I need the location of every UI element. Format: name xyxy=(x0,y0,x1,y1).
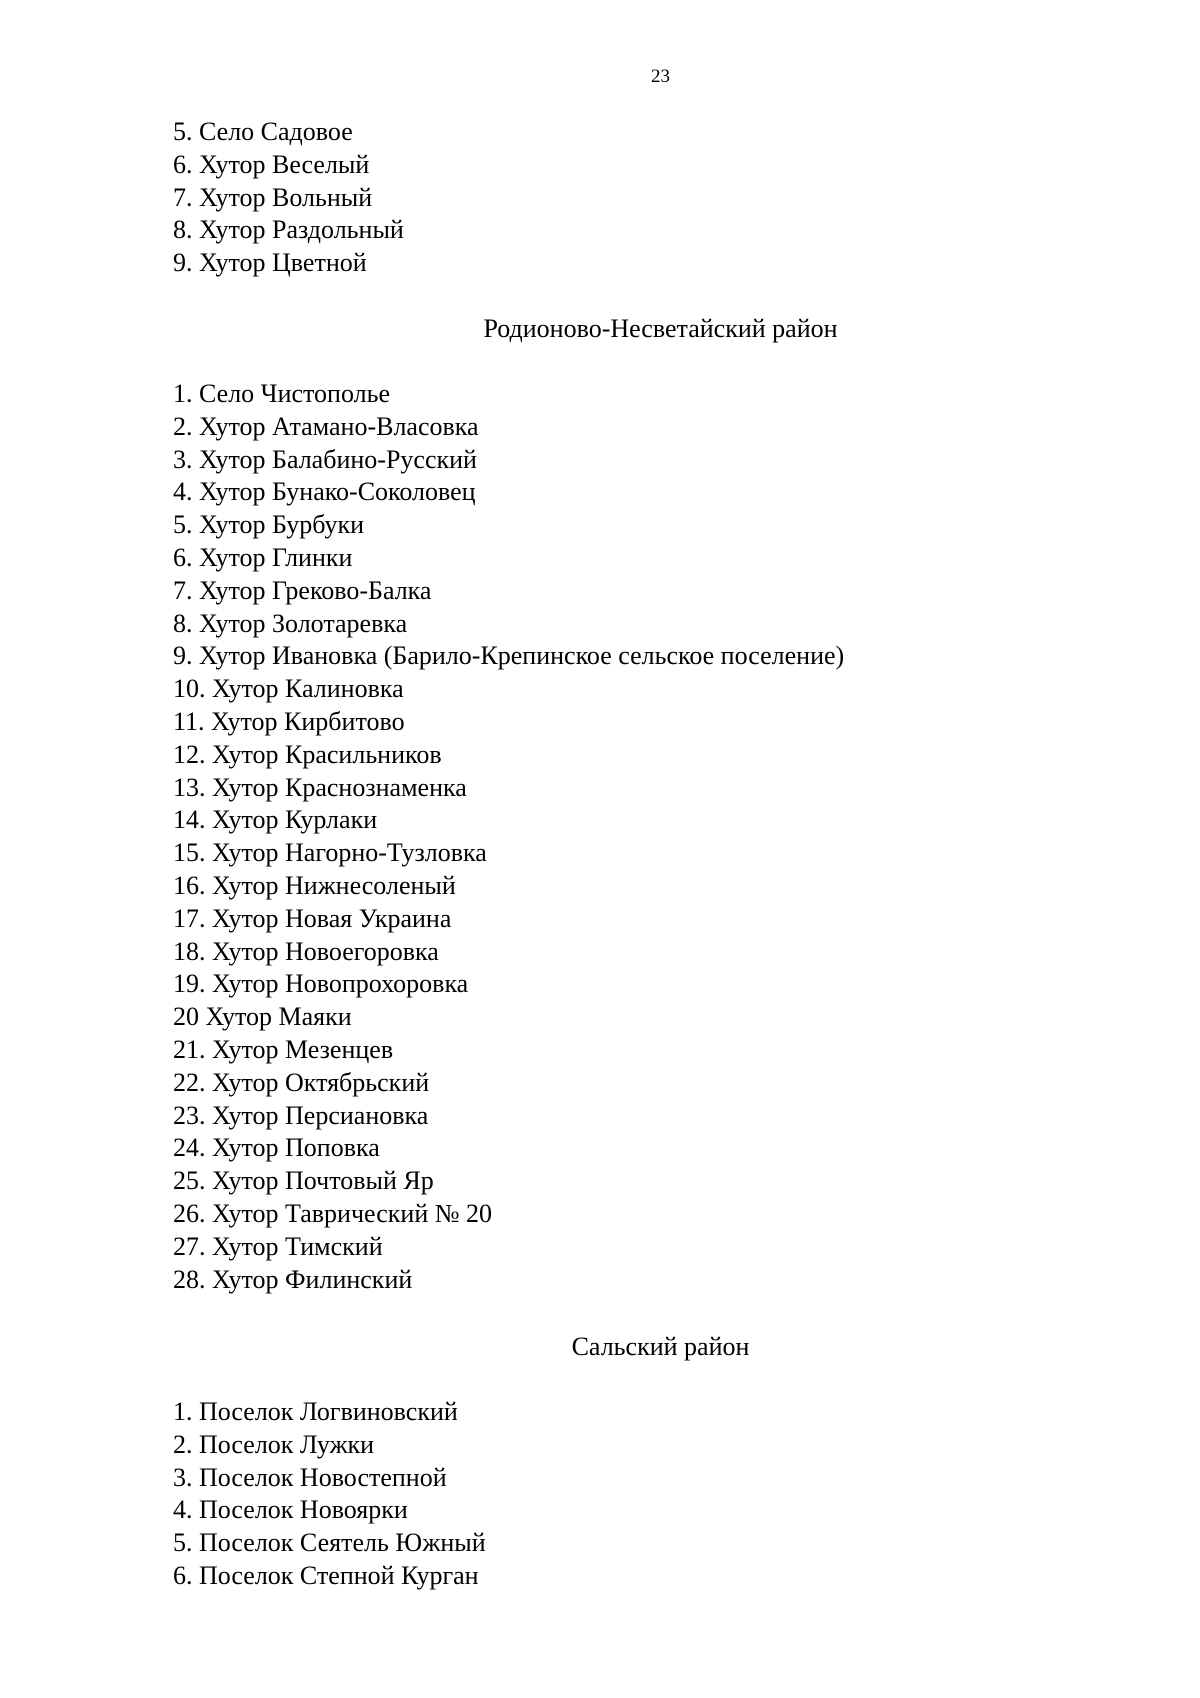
settlement-list-rodionovo-nesvetaysky xyxy=(173,378,844,1296)
list-item: 3. Поселок Новостепной xyxy=(173,1462,447,1492)
list-item: 1. Село Чистополье xyxy=(173,379,390,408)
list-item: 25. Хутор Почтовый Яр xyxy=(173,1166,434,1196)
list-item: 5. Хутор Бурбуки xyxy=(173,510,365,540)
list-item: 1. Поселок Логвиновский xyxy=(173,1397,458,1426)
list-item: 17. Хутор Новая Украина xyxy=(173,903,452,933)
list-item: 4. Хутор Бунако-Соколовец xyxy=(173,477,476,507)
list-item: 28. Хутор Филинский xyxy=(173,1264,413,1294)
list-item: 16. Хутор Нижнесоленый xyxy=(173,870,456,900)
list-item: 9. Хутор Цветной xyxy=(173,248,367,278)
list-item: 8. Хутор Золотаревка xyxy=(173,608,408,638)
list-item: 4. Поселок Новоярки xyxy=(173,1495,408,1525)
list-item: 24. Хутор Поповка xyxy=(173,1133,380,1163)
section-heading-rodionovo-nesvetaysky: Родионово-Несветайский район xyxy=(483,314,838,343)
list-item: 11. Хутор Кирбитово xyxy=(173,706,405,736)
list-item: 14. Хутор Курлаки xyxy=(173,805,378,835)
list-item: 22. Хутор Октябрьский xyxy=(173,1067,430,1097)
list-item: 5. Поселок Сеятель Южный xyxy=(173,1528,486,1558)
list-item: 6. Поселок Степной Курган xyxy=(173,1560,479,1590)
list-item: 27. Хутор Тимский xyxy=(173,1231,383,1261)
section-heading-salsky: Сальский район xyxy=(571,1332,750,1361)
settlement-list-continued xyxy=(173,116,404,280)
list-item: 8. Хутор Раздольный xyxy=(173,215,404,245)
list-item: 2. Поселок Лужки xyxy=(173,1429,375,1459)
list-item: 3. Хутор Балабино-Русский xyxy=(173,444,477,474)
list-item: 19. Хутор Новопрохоровка xyxy=(173,969,469,999)
list-item: 15. Хутор Нагорно-Тузловка xyxy=(173,838,487,868)
list-item: 23. Хутор Персиановка xyxy=(173,1100,429,1130)
list-item: 9. Хутор Ивановка (Барило-Крепинское сельское поселение) xyxy=(173,641,845,671)
list-item: 2. Хутор Атамано-Власовка xyxy=(173,411,479,441)
list-item: 7. Хутор Греково-Балка xyxy=(173,575,432,605)
list-item: 12. Хутор Красильников xyxy=(173,739,442,769)
list-item: 21. Хутор Мезенцев xyxy=(173,1034,394,1064)
settlement-list-salsky xyxy=(173,1396,486,1593)
list-item: 5. Село Садовое xyxy=(173,117,353,146)
list-item: 10. Хутор Калиновка xyxy=(173,674,404,704)
list-item: 6. Хутор Веселый xyxy=(173,149,370,179)
list-item: 7. Хутор Вольный xyxy=(173,182,373,212)
list-item: 26. Хутор Таврический № 20 xyxy=(173,1198,493,1228)
list-item: 6. Хутор Глинки xyxy=(173,542,353,572)
list-item: 20 Хутор Маяки xyxy=(173,1002,352,1032)
list-item: 18. Хутор Новоегоровка xyxy=(173,936,439,966)
list-item: 13. Хутор Краснознаменка xyxy=(173,772,467,802)
page-number: 23 xyxy=(651,66,670,87)
